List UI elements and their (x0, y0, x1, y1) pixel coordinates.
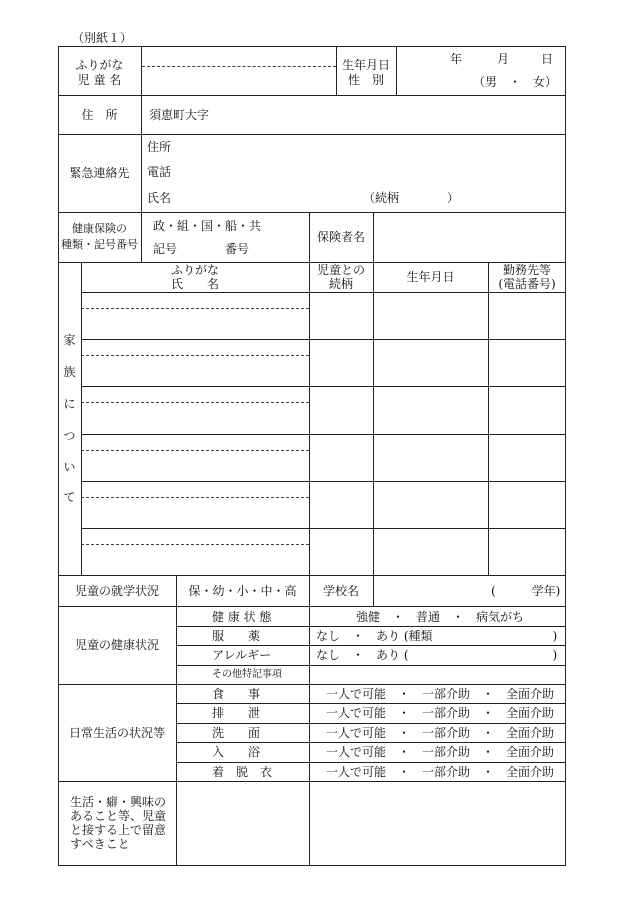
furigana-line (81, 450, 309, 451)
divider (141, 212, 142, 262)
family-header-birthdate: 生年月日 (406, 270, 455, 284)
daily-row-options[interactable]: 一人で可能 ・ 一部介助 ・ 全面介助 (326, 745, 555, 759)
daily-label: 日常生活の状況等 (68, 726, 165, 740)
emergency-address-label: 住所 (147, 140, 172, 154)
divider (309, 528, 566, 529)
divider (81, 339, 309, 340)
divider (176, 626, 566, 627)
emergency-phone-label: 電話 (147, 165, 172, 179)
divider (81, 434, 309, 435)
allergy-options[interactable]: なし ・ あり ( ) (316, 648, 558, 662)
insurance-number-label: 番号 (225, 242, 250, 256)
school-options[interactable]: 保・幼・小・中・高 (188, 584, 297, 598)
health-row-label: 健 康 状 態 (212, 610, 272, 624)
daily-row-options[interactable]: 一人で可能 ・ 一部介助 ・ 全面介助 (326, 687, 555, 701)
furigana-line (81, 308, 309, 309)
school-label: 児童の就学状況 (74, 584, 159, 598)
family-side-label: に (63, 397, 76, 411)
divider (373, 575, 374, 606)
insurance-label: 健康保険の (72, 222, 127, 235)
month-label: 月 (497, 52, 510, 66)
divider (309, 434, 566, 435)
daily-row-label: 入 浴 (212, 745, 261, 759)
notes-label: と接する上で留意 (70, 823, 167, 837)
insurance-types[interactable]: 政・組・国・船・共 (153, 219, 262, 233)
notes-label: 生活・癖・興味の (70, 795, 167, 809)
divider (58, 134, 566, 135)
family-header-relation: 続柄 (328, 277, 353, 291)
divider (373, 212, 374, 262)
divider (176, 703, 566, 704)
birthdate-label: 生年月日 (341, 58, 390, 72)
family-header-relation: 児童との (316, 263, 365, 277)
child-name-field[interactable] (142, 68, 336, 94)
family-header-work: (電話番号) (498, 277, 556, 291)
family-side-label: 家 (63, 333, 76, 347)
health-row-label: 服 薬 (212, 629, 261, 643)
daily-row-options[interactable]: 一人で可能 ・ 一部介助 ・ 全面介助 (326, 706, 555, 720)
health-row-label: その他特記事項 (212, 669, 282, 680)
health-row-label: アレルギー (212, 648, 272, 662)
divider (81, 262, 82, 575)
school-name-label: 学校名 (322, 584, 359, 598)
divider (396, 46, 397, 95)
sex-label: 性 別 (347, 73, 384, 87)
medication-options[interactable]: なし ・ あり (種類 ) (316, 629, 558, 643)
family-header-furigana: ふりがな (170, 263, 219, 277)
divider (58, 684, 566, 685)
divider (176, 645, 566, 646)
address-label: 住 所 (81, 108, 118, 122)
emergency-label: 緊急連絡先 (69, 166, 130, 180)
insurance-label: 種類・記号番号 (61, 238, 138, 251)
divider (373, 262, 374, 575)
emergency-relation-label: （続柄 ） (363, 191, 460, 205)
divider (176, 665, 566, 666)
daily-row-options[interactable]: 一人で可能 ・ 一部介助 ・ 全面介助 (326, 726, 555, 740)
daily-row-label: 着 脱 衣 (212, 765, 273, 779)
divider (309, 262, 310, 575)
child-furigana-field[interactable] (142, 50, 336, 65)
divider (81, 528, 309, 529)
divider (58, 575, 566, 576)
child-furigana-label: ふりがな (75, 58, 124, 72)
divider (309, 339, 566, 340)
notes-label: あること等、児童 (70, 809, 167, 823)
notes-label: すべきこと (70, 837, 130, 851)
child-name-label: 児 童 名 (77, 73, 122, 87)
divider (58, 95, 566, 96)
emergency-name-label: 氏名 (147, 191, 172, 205)
divider (176, 742, 566, 743)
attachment-label: （別紙１） (72, 31, 133, 45)
notes-field[interactable] (310, 782, 565, 865)
divider (58, 606, 566, 607)
school-grade: ( 学年) (491, 584, 561, 598)
furigana-line (81, 544, 309, 545)
day-label: 日 (541, 52, 554, 66)
insurer-label: 保険者名 (316, 230, 365, 244)
divider (81, 386, 566, 387)
health-label: 児童の健康状況 (74, 638, 159, 652)
daily-row-label: 排 泄 (212, 706, 261, 720)
family-side-label: い (63, 460, 76, 474)
divider (81, 292, 566, 293)
furigana-line (81, 497, 309, 498)
family-side-label: つ (63, 429, 76, 443)
daily-row-label: 食 事 (212, 687, 261, 701)
year-label: 年 (450, 52, 463, 66)
divider (488, 262, 489, 575)
divider (58, 212, 566, 213)
furigana-line (142, 66, 336, 67)
daily-row-options[interactable]: 一人で可能 ・ 一部介助 ・ 全面介助 (326, 765, 555, 779)
address-value[interactable]: 須恵町大字 (149, 108, 210, 122)
divider (176, 606, 177, 866)
family-header-name: 氏 名 (170, 277, 219, 291)
divider (81, 481, 566, 482)
divider (176, 723, 566, 724)
family-side-label: 族 (63, 365, 76, 379)
sex-options[interactable]: （男 ・ 女） (473, 75, 558, 89)
divider (176, 762, 566, 763)
daily-row-label: 洗 面 (212, 726, 261, 740)
family-side-label: て (63, 490, 76, 504)
insurance-symbol-label: 記号 (153, 242, 178, 256)
family-header-work: 勤務先等 (502, 263, 551, 277)
divider (58, 262, 566, 263)
furigana-line (81, 355, 309, 356)
furigana-line (81, 402, 309, 403)
health-status-options[interactable]: 強健 ・ 普通 ・ 病気がち (356, 610, 525, 624)
